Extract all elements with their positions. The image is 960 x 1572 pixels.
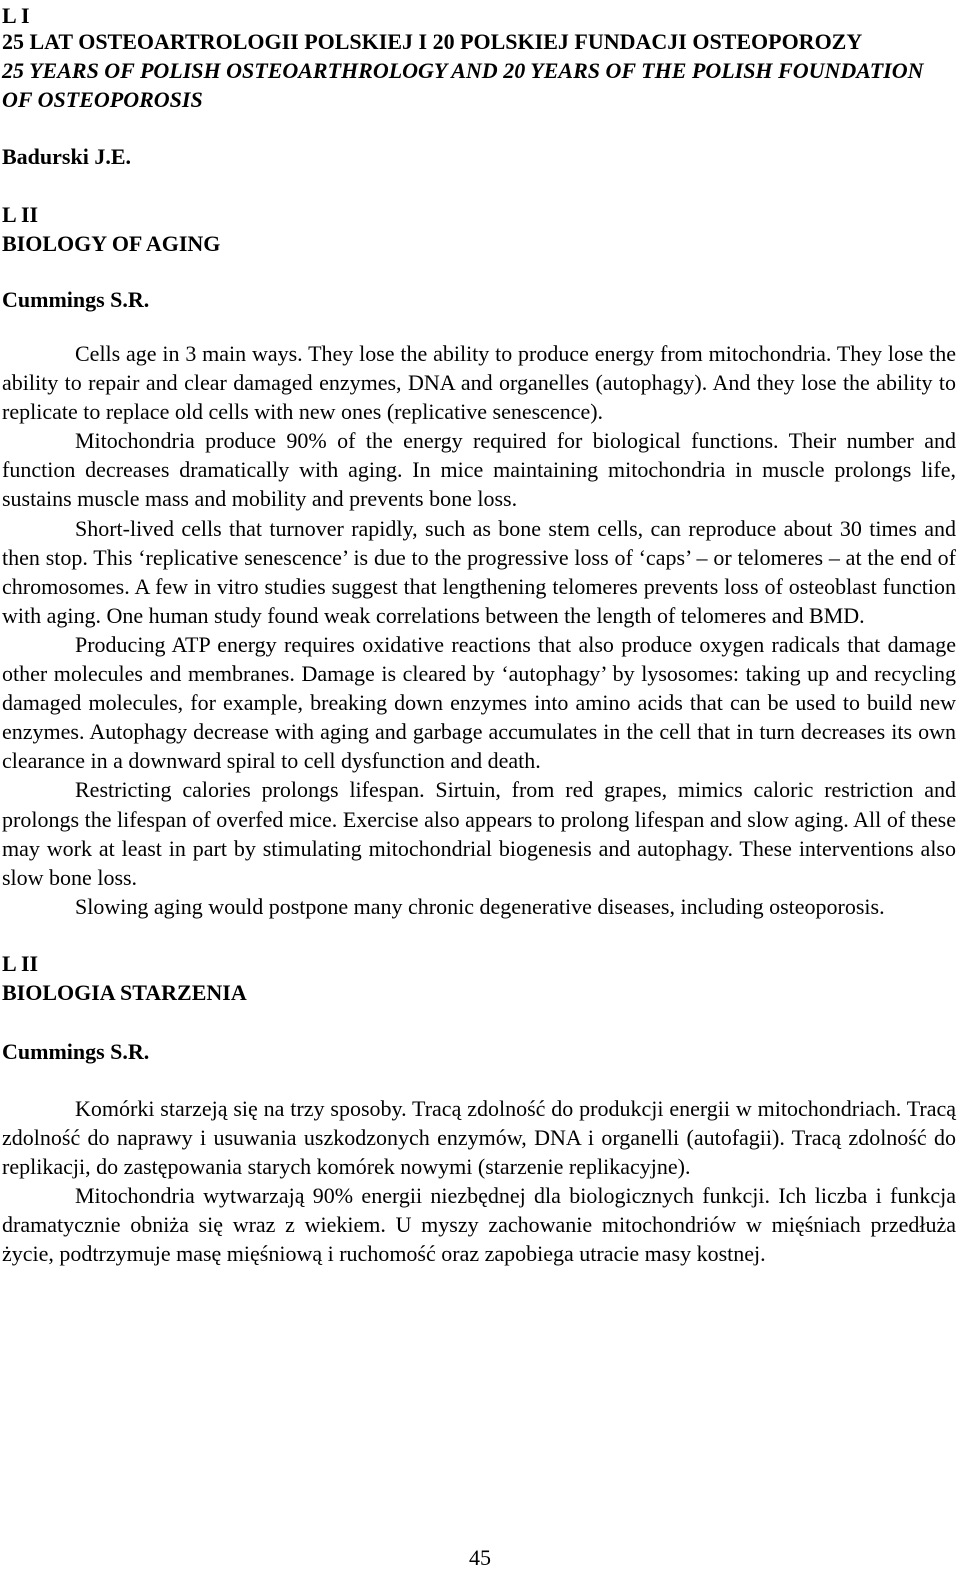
abstract-polish xyxy=(2,1094,956,1269)
paragraph: Slowing aging would postpone many chronic degenerative diseases, including osteoporosis. xyxy=(75,893,885,919)
abstract-english xyxy=(2,339,956,921)
section-title-biologia-starzenia: BIOLOGIA STARZENIA xyxy=(2,979,247,1005)
section-code-l2: L II xyxy=(2,202,39,227)
paragraph: Producing ATP energy requires oxidative reactions that also produce oxygen radicals that damage other molecules and membranes. Damage is cleared by ‘autophagy’ by lysosomes: taking up and recycling damaged molecules, for example, breaking down enzymes into amino acids that can be used to build new enzymes. Autophagy decrease with aging and garbage accumulates in the cell that in turn decreases its own clearance in a downward spiral to cell dysfunction and death. xyxy=(2,631,956,774)
title-english: 25 YEARS OF POLISH OSTEOARTHROLOGY AND 20 YEARS OF THE POLISH FOUNDATION OF OSTEOPOROSIS xyxy=(2,58,924,112)
paragraph: Mitochondria produce 90% of the energy required for biological functions. Their number and function decreases dramatically with aging. In mice maintaining mitochondria in muscle prolongs life, sustains muscle mass and mobility and prevents bone loss. xyxy=(2,428,956,512)
author-cummings-polish: Cummings S.R. xyxy=(2,1038,150,1064)
paragraph: Komórki starzeją się na trzy sposoby. Tracą zdolność do produkcji energii w mitochondriach. Tracą zdolność do naprawy i usuwania uszkodzonych enzymów, DNA i organelli (autofagii). Tracą zdolność do replikacji, do zastępowania starych komórek nowymi (starzenie replikacyjne). xyxy=(2,1095,956,1180)
section-code-l1: L I xyxy=(2,3,30,28)
paragraph: Mitochondria wytwarzają 90% energii niezbędnej dla biologicznych funkcji. Ich liczba i funkcja dramatycznie obniża się wraz z wiekiem. U myszy zachowanie mitochondriów w mięśniach przedłuża życie, podtrzymuje masę mięśniową i ruchomość oraz zapobiega utracie masy kostnej. xyxy=(2,1183,956,1267)
title-polish: 25 LAT OSTEOARTROLOGII POLSKIEJ I 20 POLSKIEJ FUNDACJI OSTEOPOROZY xyxy=(2,29,863,54)
section-code-l2-polish: L II xyxy=(2,950,39,976)
paragraph: Restricting calories prolongs lifespan. Sirtuin, from red grapes, mimics caloric restriction and prolongs the lifespan of overfed mice. Exercise also appears to prolong lifespan and slow aging. All of these may work at least in part by stimulating mitochondrial biogenesis and autophagy. These interventions also slow bone loss. xyxy=(2,777,956,890)
document-page xyxy=(2,0,956,1268)
section-title-biology-of-aging: BIOLOGY OF AGING xyxy=(2,231,221,256)
author-badurski: Badurski J.E. xyxy=(2,144,131,169)
paragraph: Cells age in 3 main ways. They lose the ability to produce energy from mitochondria. They lose the ability to repair and clear damaged enzymes, DNA and organelles (autophagy). And they lose the ability to replicate to replace old cells with new ones (replicative senescence). xyxy=(2,341,956,425)
author-cummings: Cummings S.R. xyxy=(2,287,150,312)
paragraph: Short-lived cells that turnover rapidly, such as bone stem cells, can reproduce about 30 times and then stop. This ‘replicative senescence’ is due to the progressive loss of ‘caps’ – or telomeres – at the end of chromosomes. A few in vitro studies suggest that lengthening telomeres prevents loss of osteoblast function with aging. One human study found weak correlations between the length of telomeres and BMD. xyxy=(2,515,956,628)
page-number: 45 xyxy=(469,1545,491,1570)
